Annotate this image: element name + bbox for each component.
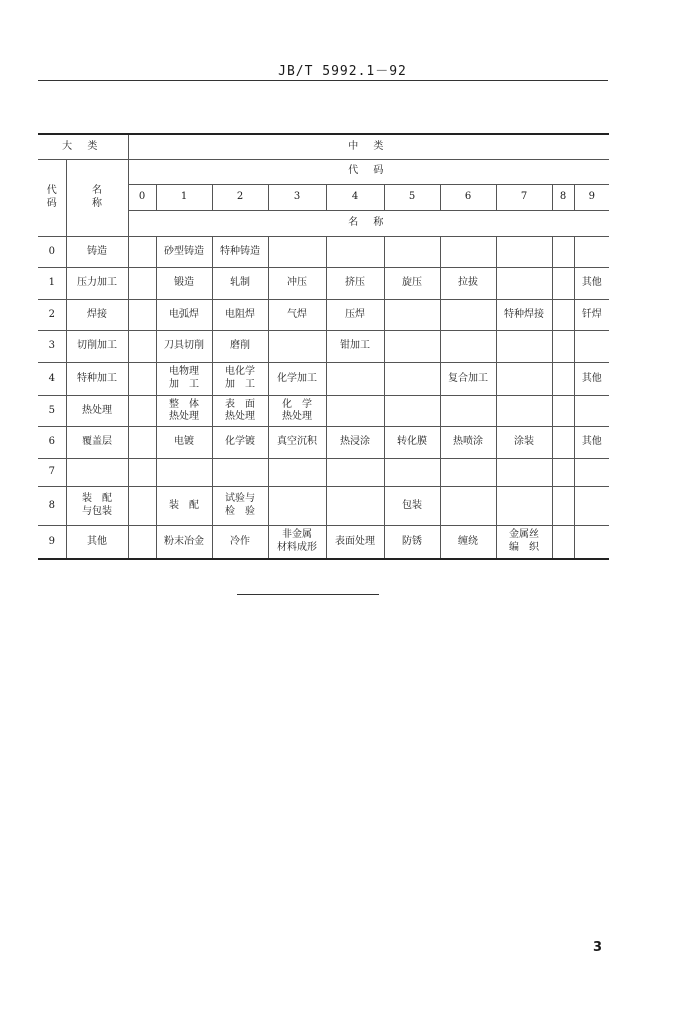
middle-class-cell [552,362,574,395]
middle-class-cell [552,299,574,330]
middle-class-cell [440,331,496,362]
major-class-code: 3 [38,331,66,362]
middle-class-cell: 特种焊接 [496,299,552,330]
middle-class-cell: 钳加工 [326,331,384,362]
table-row [38,525,609,559]
middle-class-cell [268,331,326,362]
middle-class-cell: 热浸涂 [326,427,384,458]
name-column-header: 名 称 [66,159,128,236]
middle-class-cell [496,237,552,268]
middle-class-cell [574,396,609,427]
middle-class-cell [326,362,384,395]
middle-class-cell: 电阻焊 [212,299,268,330]
major-class-name: 特种加工 [66,362,128,395]
middle-class-cell [552,331,574,362]
middle-class-cell: 挤压 [326,268,384,299]
header-row-1 [38,134,609,159]
middle-class-header: 中 类 [128,134,609,159]
middle-class-cell [440,237,496,268]
middle-class-cell [552,487,574,526]
table-row [38,299,609,330]
middle-class-cell: 包装 [384,487,440,526]
middle-class-cell: 金属丝 编 织 [496,525,552,559]
code-number-cell: 2 [212,184,268,210]
middle-class-cell: 热喷涂 [440,427,496,458]
code-number-cell: 7 [496,184,552,210]
middle-class-cell [212,458,268,486]
middle-class-cell [440,396,496,427]
middle-class-cell [552,268,574,299]
middle-class-cell [440,487,496,526]
middle-class-cell: 冲压 [268,268,326,299]
header-row-2 [38,159,609,184]
middle-class-cell [552,525,574,559]
middle-class-cell: 表 面 热处理 [212,396,268,427]
middle-class-cell: 气焊 [268,299,326,330]
major-class-code: 4 [38,362,66,395]
end-rule [237,594,379,595]
middle-class-cell [384,331,440,362]
middle-class-cell: 装 配 [156,487,212,526]
middle-class-cell [128,458,156,486]
middle-class-cell: 电物理 加 工 [156,362,212,395]
classification-table [38,133,609,560]
middle-class-cell [552,427,574,458]
major-class-name: 切削加工 [66,331,128,362]
middle-class-cell [496,331,552,362]
middle-class-cell [384,237,440,268]
major-class-code: 8 [38,487,66,526]
middle-class-cell: 冷作 [212,525,268,559]
middle-class-cell [268,487,326,526]
middle-class-cell: 表面处理 [326,525,384,559]
middle-class-cell [128,525,156,559]
middle-class-cell [574,458,609,486]
middle-class-cell [384,396,440,427]
major-class-name: 压力加工 [66,268,128,299]
major-class-header: 大 类 [38,134,128,159]
table-row [38,396,609,427]
middle-class-cell [496,396,552,427]
major-class-name: 覆盖层 [66,427,128,458]
middle-class-cell: 砂型铸造 [156,237,212,268]
middle-class-cell [128,487,156,526]
major-class-name [66,458,128,486]
middle-class-cell [128,268,156,299]
page-number: 3 [593,940,603,955]
middle-class-cell [268,458,326,486]
middle-class-cell: 复合加工 [440,362,496,395]
middle-class-cell: 其他 [574,427,609,458]
middle-class-cell [128,331,156,362]
middle-class-cell: 特种铸造 [212,237,268,268]
middle-class-cell: 钎焊 [574,299,609,330]
middle-class-cell [128,396,156,427]
middle-class-cell [326,487,384,526]
table-row [38,237,609,268]
major-class-name: 其他 [66,525,128,559]
major-class-code: 0 [38,237,66,268]
middle-class-cell: 试验与 检 验 [212,487,268,526]
middle-class-cell: 化学加工 [268,362,326,395]
sub-code-header: 代 码 [128,159,609,184]
middle-class-cell: 真空沉积 [268,427,326,458]
middle-class-cell [384,362,440,395]
middle-class-cell [552,237,574,268]
table-row [38,427,609,458]
major-class-name: 焊接 [66,299,128,330]
major-class-name: 铸造 [66,237,128,268]
middle-class-cell [128,237,156,268]
table-row [38,362,609,395]
major-class-code: 5 [38,396,66,427]
middle-class-cell [326,237,384,268]
middle-class-cell [440,299,496,330]
major-class-code: 9 [38,525,66,559]
middle-class-cell [574,487,609,526]
middle-class-cell: 其他 [574,268,609,299]
middle-class-cell [496,487,552,526]
major-class-name: 装 配 与包装 [66,487,128,526]
major-class-code: 1 [38,268,66,299]
middle-class-cell [384,458,440,486]
middle-class-cell [574,331,609,362]
middle-class-cell [574,525,609,559]
code-number-cell: 6 [440,184,496,210]
table-row [38,268,609,299]
middle-class-cell: 锻造 [156,268,212,299]
middle-class-cell [574,237,609,268]
major-class-code: 2 [38,299,66,330]
middle-class-cell: 电弧焊 [156,299,212,330]
middle-class-cell: 旋压 [384,268,440,299]
sub-name-header: 名 称 [128,210,609,236]
middle-class-cell [156,458,212,486]
middle-class-cell: 其他 [574,362,609,395]
middle-class-cell: 粉末冶金 [156,525,212,559]
middle-class-cell: 磨削 [212,331,268,362]
major-class-code: 6 [38,427,66,458]
middle-class-cell [496,458,552,486]
middle-class-cell [552,396,574,427]
middle-class-cell [326,458,384,486]
code-number-cell: 3 [268,184,326,210]
middle-class-cell: 压焊 [326,299,384,330]
middle-class-cell: 化学镀 [212,427,268,458]
middle-class-cell: 涂装 [496,427,552,458]
middle-class-cell [384,299,440,330]
middle-class-cell: 化 学 热处理 [268,396,326,427]
middle-class-cell: 转化膜 [384,427,440,458]
middle-class-cell: 非金属 材料成形 [268,525,326,559]
code-number-cell: 0 [128,184,156,210]
middle-class-cell: 防锈 [384,525,440,559]
middle-class-cell [552,458,574,486]
middle-class-cell: 电镀 [156,427,212,458]
table-row [38,331,609,362]
code-number-cell: 9 [574,184,609,210]
code-number-cell: 8 [552,184,574,210]
middle-class-cell: 轧制 [212,268,268,299]
middle-class-cell [268,237,326,268]
code-number-cell: 1 [156,184,212,210]
middle-class-cell [440,458,496,486]
code-number-cell: 4 [326,184,384,210]
middle-class-cell: 刀具切削 [156,331,212,362]
table-row [38,487,609,526]
middle-class-cell [128,299,156,330]
middle-class-cell [128,362,156,395]
code-column-header: 代 码 [38,159,66,236]
major-class-name: 热处理 [66,396,128,427]
middle-class-cell: 电化学 加 工 [212,362,268,395]
middle-class-cell [326,396,384,427]
middle-class-cell: 整 体 热处理 [156,396,212,427]
table-row [38,458,609,486]
code-number-cell: 5 [384,184,440,210]
middle-class-cell [496,362,552,395]
middle-class-cell: 拉拔 [440,268,496,299]
middle-class-cell: 缠绕 [440,525,496,559]
middle-class-cell [128,427,156,458]
standard-code: JB/T 5992.1－92 [278,64,407,79]
major-class-code: 7 [38,458,66,486]
middle-class-cell [496,268,552,299]
header-rule [38,80,608,81]
